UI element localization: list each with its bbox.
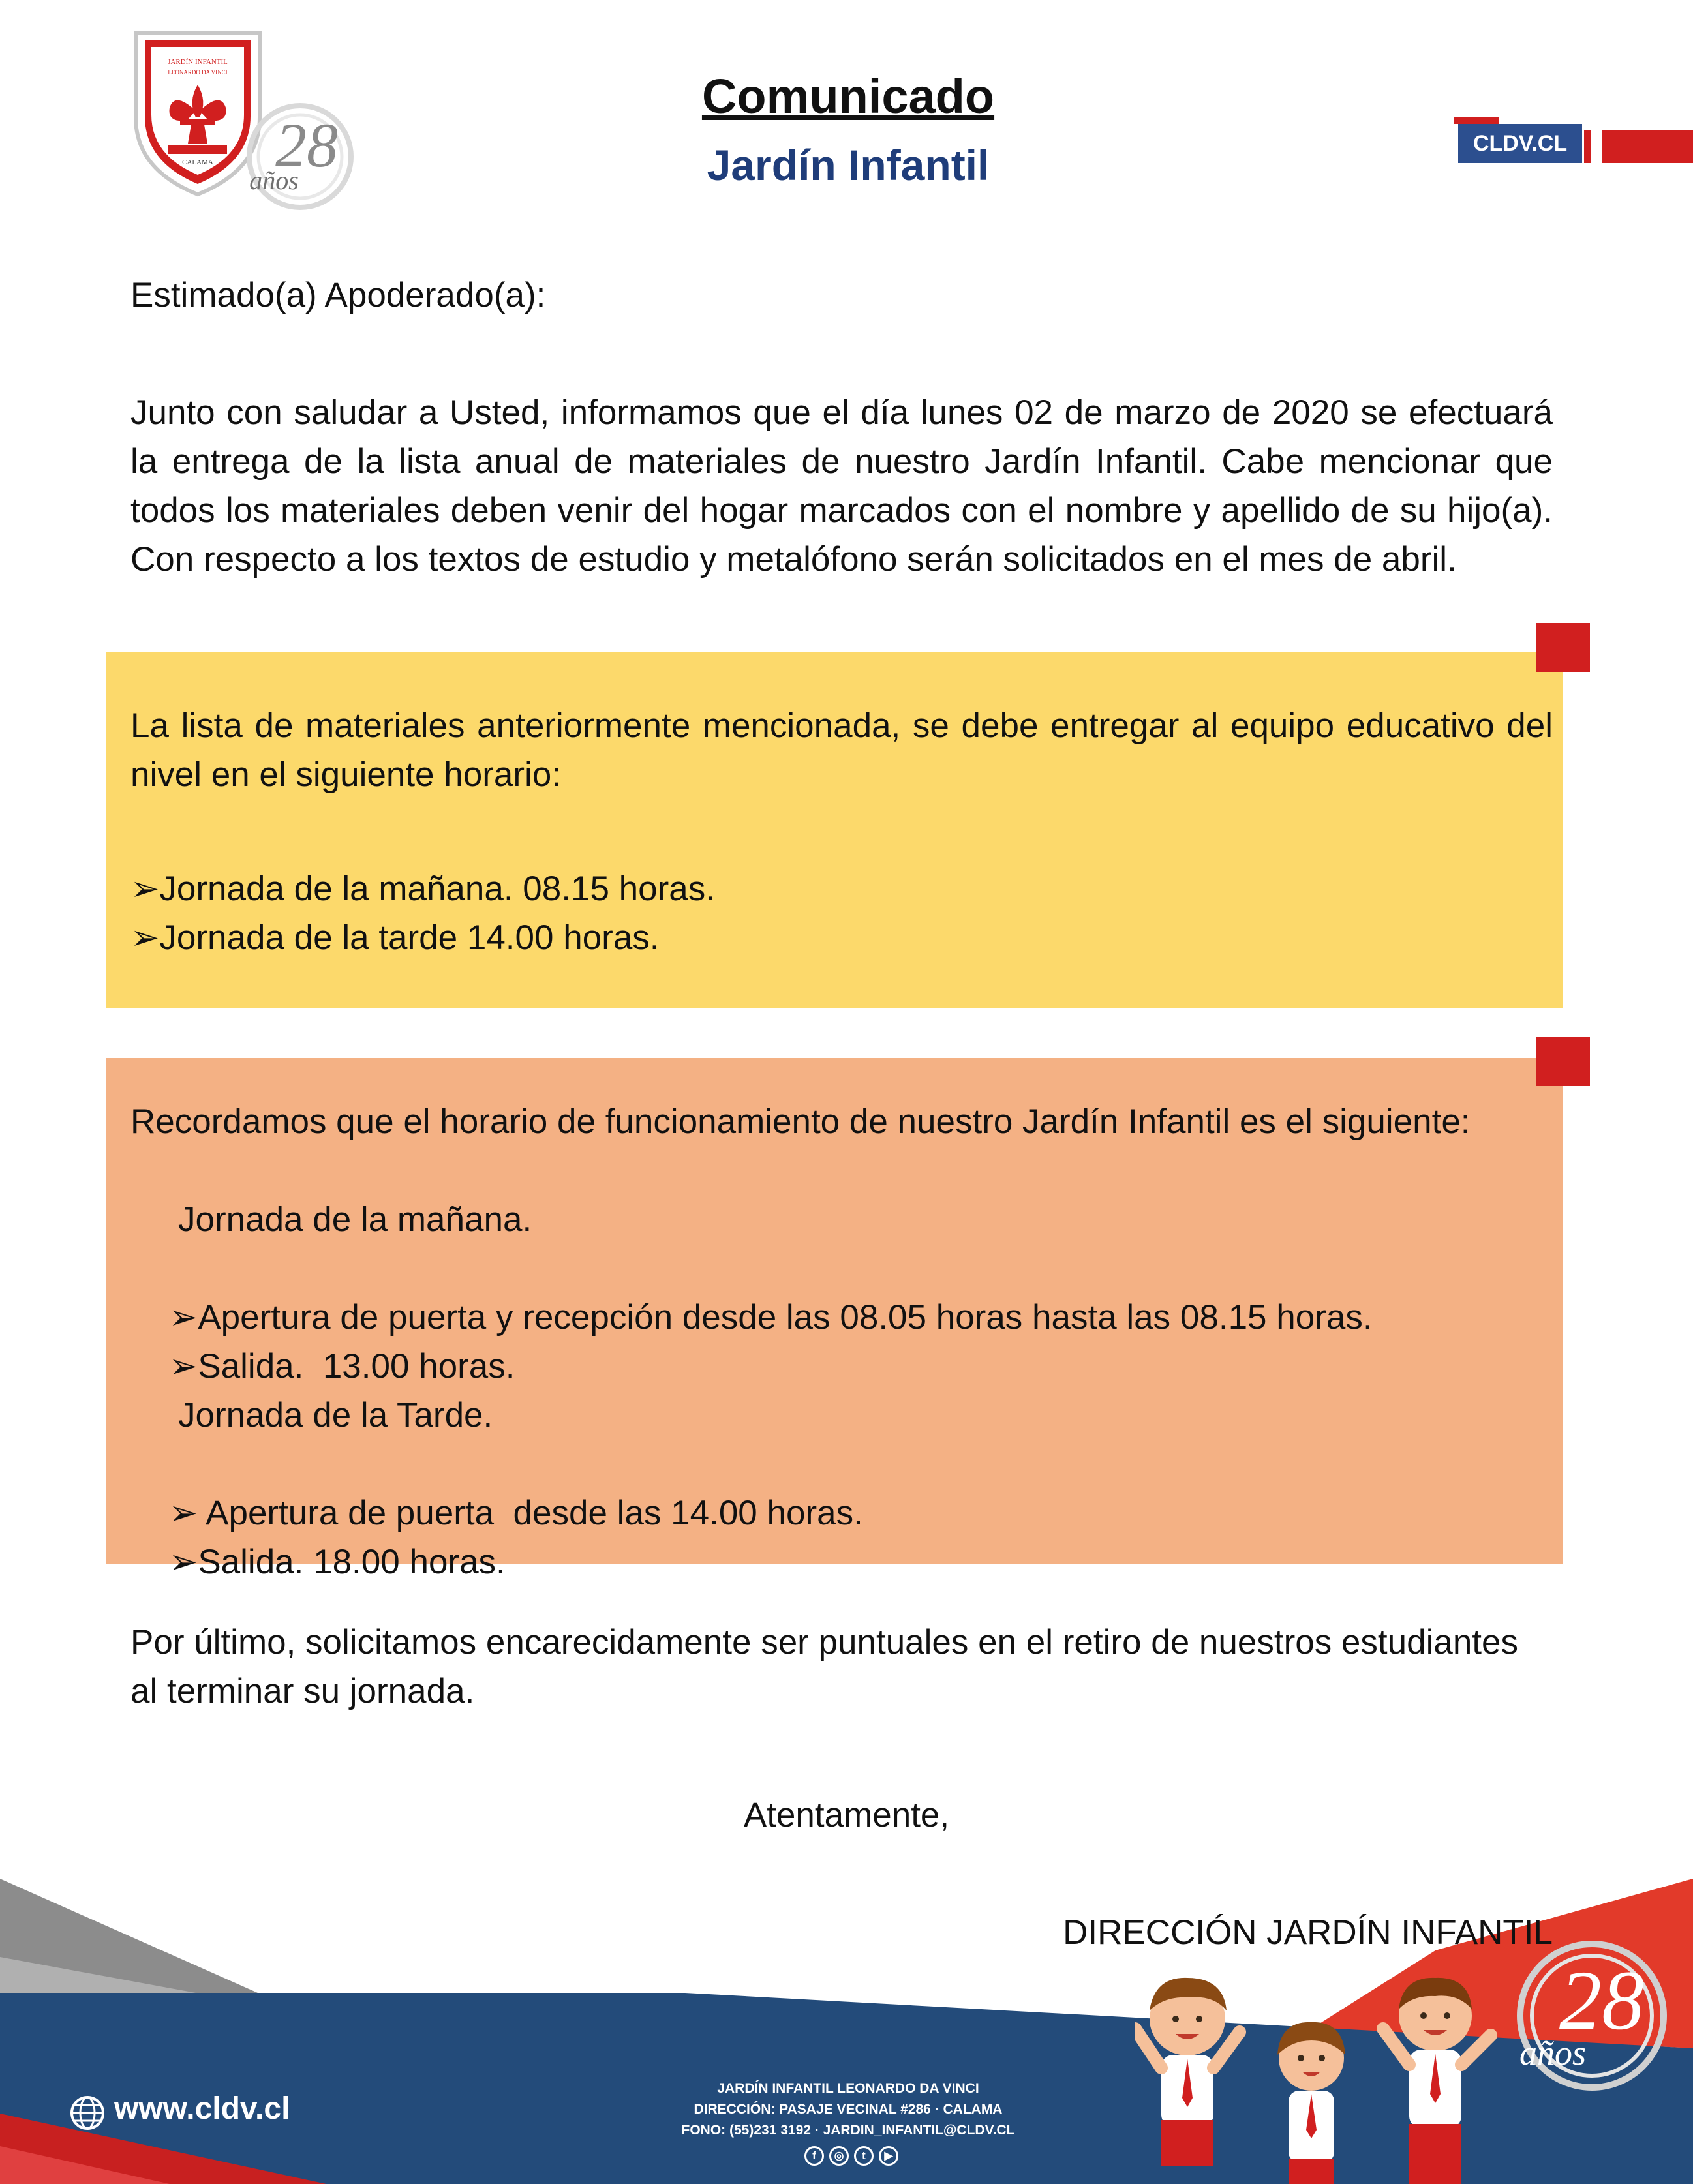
social-icons <box>793 2146 910 2166</box>
brand-tag: CLDV.CL <box>1458 124 1582 163</box>
footer-address: DIRECCIÓN: PASAJE VECINAL #286 · CALAMA <box>694 2102 1003 2117</box>
closing-regards: Atentamente, <box>743 1796 950 1834</box>
signature: DIRECCIÓN JARDÍN INFANTIL <box>1063 1913 1553 1952</box>
svg-text:años: años <box>249 166 299 195</box>
page-title: Comunicado <box>701 69 995 123</box>
brand-accent-bar <box>1454 117 1499 124</box>
arrow-bullet-icon: ➢ <box>168 1347 198 1386</box>
morning-heading: Jornada de la mañana. <box>178 1200 532 1239</box>
svg-text:28: 28 <box>1559 1954 1644 2048</box>
globe-icon <box>69 2094 106 2132</box>
list-item: ➢Apertura de puerta y recepción desde las 08.05 horas hasta las 08.15 horas. <box>168 1298 1373 1337</box>
facebook-icon[interactable]: f <box>804 2146 824 2166</box>
list-item: ➢Salida. 13.00 horas. <box>168 1347 515 1386</box>
arrow-bullet-icon: ➢ <box>168 1543 198 1581</box>
svg-text:CALAMA: CALAMA <box>182 159 213 166</box>
opening-hours-box <box>106 1058 1563 1581</box>
red-accent-square <box>1536 623 1590 672</box>
closing-paragraph: Por último, solicitamos encarecidamente ser puntuales en el retiro de nuestros estudiantes al terminar su jornada. <box>130 1623 1519 1710</box>
list-item: ➢Salida. 18.00 horas. <box>168 1543 506 1581</box>
svg-text:LEONARDO DA VINCI: LEONARDO DA VINCI <box>168 69 228 76</box>
arrow-bullet-icon: ➢ <box>130 870 160 908</box>
delivery-box-text: La lista de materiales anteriormente mencionada, se debe entregar al equipo educativo del nivel en el siguiente horario: <box>130 706 1553 794</box>
instagram-icon[interactable]: ◎ <box>829 2146 849 2166</box>
red-accent-square <box>1536 1037 1590 1086</box>
svg-text:JARDÍN INFANTIL: JARDÍN INFANTIL <box>168 58 228 66</box>
afternoon-heading: Jornada de la Tarde. <box>178 1396 493 1434</box>
brand-accent-bar <box>1584 130 1591 163</box>
twitter-icon[interactable]: t <box>854 2146 874 2166</box>
youtube-icon[interactable]: ▶ <box>879 2146 898 2166</box>
svg-text:años: años <box>1519 2033 1587 2072</box>
delivery-schedule-box <box>106 652 1563 1008</box>
footer-contact: FONO: (55)231 3192 · JARDIN_INFANTIL@CLDV.CL <box>681 2123 1015 2138</box>
anniversary-28-emblem <box>235 91 365 222</box>
anniversary-28-emblem <box>1494 1931 1683 2107</box>
greeting: Estimado(a) Apoderado(a): <box>130 276 546 314</box>
website-link[interactable]: www.cldv.cl <box>114 2091 290 2126</box>
list-item: ➢Jornada de la mañana. 08.15 horas. <box>130 870 715 908</box>
arrow-bullet-icon: ➢ <box>130 918 160 957</box>
brand-accent-bar <box>1602 130 1693 163</box>
page-subtitle: Jardín Infantil <box>707 141 990 189</box>
arrow-bullet-icon: ➢ <box>168 1298 198 1337</box>
svg-text:28: 28 <box>275 110 338 180</box>
arrow-bullet-icon: ➢ <box>168 1494 198 1532</box>
schedule-intro: Recordamos que el horario de funcionamiento de nuestro Jardín Infantil es el siguiente: <box>130 1102 1471 1141</box>
list-item: ➢ Apertura de puerta desde las 14.00 horas. <box>168 1494 863 1532</box>
intro-paragraph: Junto con saludar a Usted, informamos que el día lunes 02 de marzo de 2020 se efectuará la entrega de la lista anual de materiales de nuestro Jardín Infantil. Cabe mencionar que todos los materiales deben venir del hogar marcados con el nombre y apellido de su hijo(a). Con respecto a los textos de estudio y metalófono serán solicitados en el mes de abril. <box>130 393 1553 579</box>
list-item: ➢Jornada de la tarde 14.00 horas. <box>130 918 660 957</box>
footer-school-name: JARDÍN INFANTIL LEONARDO DA VINCI <box>717 2081 979 2096</box>
